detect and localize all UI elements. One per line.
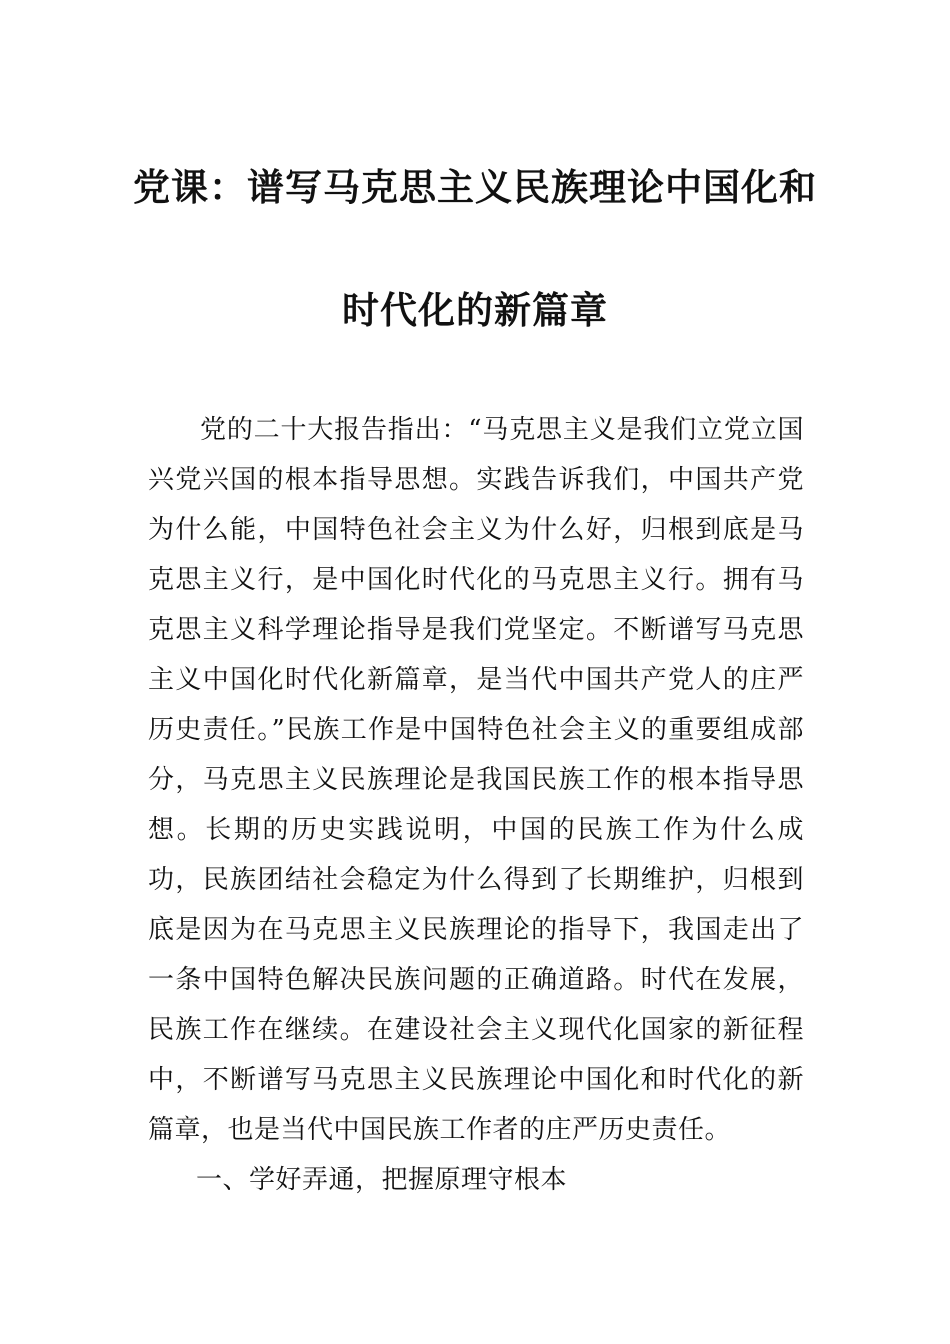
- section-heading: 一、学好弄通，把握原理守根本: [196, 1165, 568, 1195]
- document-title-line-2: 时代化的新篇章: [342, 289, 608, 332]
- document-title-line-1: 党课：谱写马克思主义民族理论中国化和: [133, 166, 817, 209]
- body-paragraph: 党的二十大报告指出：“马克思主义是我们立党立国兴党兴国的根本指导思想。实践告诉我们，中国共产党为什么能，中国特色社会主义为什么好，归根到底是马克思主义行，是中国化时代化的马克思主义行。拥有马克思主义科学理论指导是我们党坚定。不断谱写马克思主义中国化时代化新篇章，是当代中国共产党人的庄严历史责任。”民族工作是中国特色社会主义的重要组成部分，马克思主义民族理论是我国民族工作的根本指导思想。长期的历史实践说明，中国的民族工作为什么成功，民族团结社会稳定为什么得到了长期维护，归根到底是因为在马克思主义民族理论的指导下，我国走出了一条中国特色解决民族问题的正确道路。时代在发展，民族工作在继续。在建设社会主义现代化国家的新征程中，不断谱写马克思主义民族理论中国化和时代化的新篇章，也是当代中国民族工作者的庄严历史责任。: [148, 415, 804, 1145]
